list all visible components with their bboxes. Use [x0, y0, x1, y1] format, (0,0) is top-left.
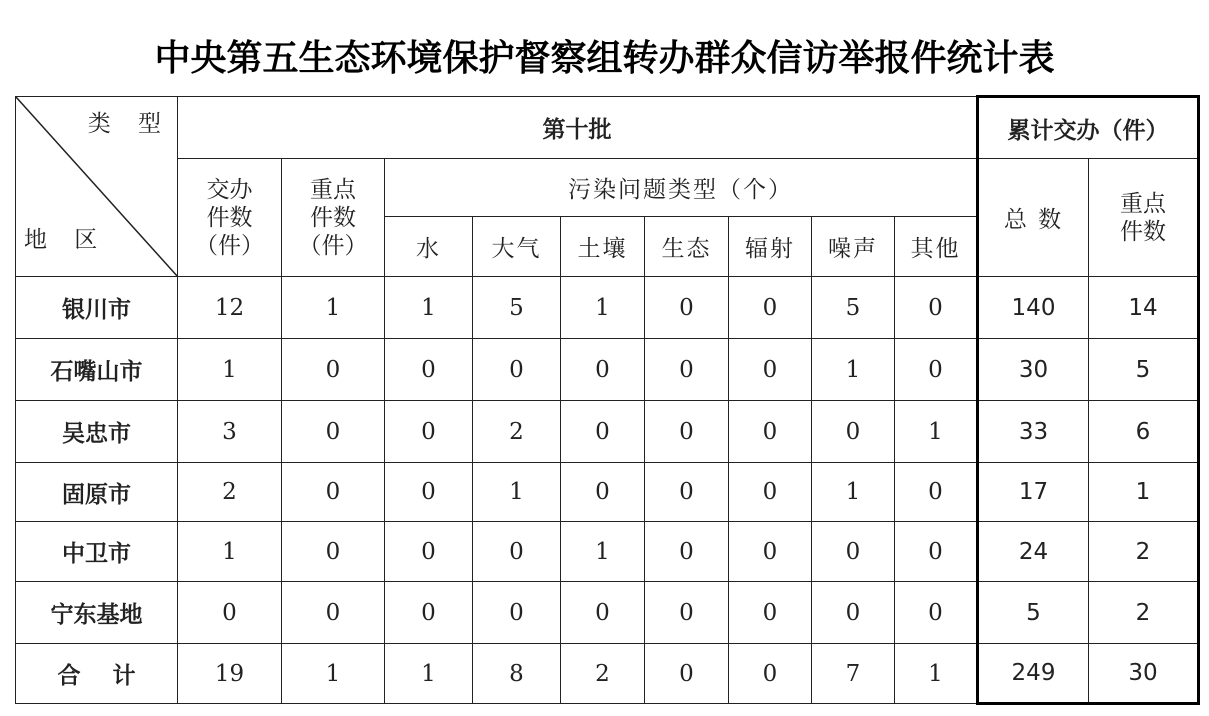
value-cell: 0: [729, 644, 812, 704]
value-cell: 0: [178, 582, 282, 644]
value-cell: 0: [729, 339, 812, 401]
value-cell: 1: [385, 277, 473, 339]
cum-total-cell: 30: [978, 339, 1089, 401]
type-noise-header: 噪声: [812, 217, 895, 277]
type-water-header: 水: [385, 217, 473, 277]
type-radiation-header: 辐射: [729, 217, 812, 277]
value-cell: 0: [473, 522, 561, 582]
value-cell: 0: [385, 463, 473, 522]
value-cell: 0: [645, 463, 729, 522]
value-cell: 0: [561, 401, 645, 463]
value-cell: 0: [561, 582, 645, 644]
type-air-header: 大气: [473, 217, 561, 277]
value-cell: 1: [895, 644, 978, 704]
corner-region-label: 地 区: [24, 227, 108, 253]
value-cell: 1: [812, 463, 895, 522]
pollution-types-header: 污染问题类型（个）: [385, 159, 978, 217]
table-row: [16, 522, 1199, 582]
corner-type-label: 类 型: [87, 111, 171, 137]
cum-total-cell: 249: [978, 644, 1089, 704]
value-cell: 0: [812, 401, 895, 463]
table-row: [16, 401, 1199, 463]
cum-key-cell: 30: [1089, 644, 1199, 704]
cum-key-cell: 2: [1089, 522, 1199, 582]
value-cell: 0: [282, 522, 385, 582]
batch-header: 第十批: [178, 97, 978, 159]
type-ecology-header: 生态: [645, 217, 729, 277]
value-cell: 1: [178, 339, 282, 401]
region-cell: 银川市: [16, 277, 178, 339]
cumulative-header: 累计交办（件）: [978, 97, 1199, 159]
value-cell: 0: [729, 582, 812, 644]
value-cell: 8: [473, 644, 561, 704]
cum-total-cell: 5: [978, 582, 1089, 644]
region-cell: 中卫市: [16, 522, 178, 582]
region-cell: 石嘴山市: [16, 339, 178, 401]
value-cell: 1: [895, 401, 978, 463]
value-cell: 19: [178, 644, 282, 704]
table-row: [16, 277, 1199, 339]
cum-key-header: 重点 件数: [1089, 159, 1199, 277]
value-cell: 0: [385, 522, 473, 582]
statistics-table: [15, 95, 1200, 705]
value-cell: 1: [178, 522, 282, 582]
cum-key-cell: 6: [1089, 401, 1199, 463]
value-cell: 0: [812, 522, 895, 582]
value-cell: 0: [645, 582, 729, 644]
value-cell: 0: [895, 277, 978, 339]
value-cell: 0: [895, 522, 978, 582]
value-cell: 0: [282, 582, 385, 644]
type-other-header: 其他: [895, 217, 978, 277]
value-cell: 0: [473, 339, 561, 401]
cum-total-cell: 33: [978, 401, 1089, 463]
type-soil-header: 土壤: [561, 217, 645, 277]
value-cell: 12: [178, 277, 282, 339]
value-cell: 1: [561, 277, 645, 339]
value-cell: 0: [645, 644, 729, 704]
value-cell: 2: [561, 644, 645, 704]
value-cell: 0: [282, 401, 385, 463]
cum-total-cell: 140: [978, 277, 1089, 339]
corner-header-cell: [16, 97, 178, 277]
cum-key-cell: 1: [1089, 463, 1199, 522]
cum-key-cell: 2: [1089, 582, 1199, 644]
cum-total-cell: 24: [978, 522, 1089, 582]
value-cell: 0: [729, 401, 812, 463]
value-cell: 0: [729, 463, 812, 522]
value-cell: 3: [178, 401, 282, 463]
value-cell: 0: [895, 463, 978, 522]
table-row: [16, 582, 1199, 644]
value-cell: 1: [282, 277, 385, 339]
table-row: [16, 644, 1199, 704]
table-row: [16, 463, 1199, 522]
assigned-count-header: 交办 件数 （件）: [178, 159, 282, 277]
value-cell: 0: [385, 339, 473, 401]
value-cell: 0: [561, 339, 645, 401]
cum-key-cell: 14: [1089, 277, 1199, 339]
cum-total-header: 总 数: [978, 159, 1089, 277]
value-cell: 0: [729, 277, 812, 339]
value-cell: 0: [473, 582, 561, 644]
region-cell: 吴忠市: [16, 401, 178, 463]
value-cell: 1: [282, 644, 385, 704]
value-cell: 0: [282, 339, 385, 401]
value-cell: 5: [473, 277, 561, 339]
region-cell: 宁东基地: [16, 582, 178, 644]
value-cell: 2: [473, 401, 561, 463]
value-cell: 1: [812, 339, 895, 401]
cum-total-cell: 17: [978, 463, 1089, 522]
value-cell: 1: [385, 644, 473, 704]
region-cell: 合 计: [16, 644, 178, 704]
value-cell: 0: [645, 339, 729, 401]
value-cell: 0: [645, 401, 729, 463]
table-title: 中央第五生态环境保护督察组转办群众信访举报件统计表: [154, 38, 1055, 79]
region-cell: 固原市: [16, 463, 178, 522]
value-cell: 1: [473, 463, 561, 522]
value-cell: 0: [645, 522, 729, 582]
value-cell: 0: [645, 277, 729, 339]
value-cell: 7: [812, 644, 895, 704]
value-cell: 0: [385, 582, 473, 644]
value-cell: 0: [282, 463, 385, 522]
value-cell: 0: [895, 582, 978, 644]
key-count-header: 重点 件数 （件）: [282, 159, 385, 277]
value-cell: 0: [729, 522, 812, 582]
value-cell: 0: [385, 401, 473, 463]
value-cell: 2: [178, 463, 282, 522]
cum-key-cell: 5: [1089, 339, 1199, 401]
table-row: [16, 339, 1199, 401]
value-cell: 1: [561, 522, 645, 582]
value-cell: 0: [812, 582, 895, 644]
value-cell: 0: [561, 463, 645, 522]
value-cell: 5: [812, 277, 895, 339]
value-cell: 0: [895, 339, 978, 401]
